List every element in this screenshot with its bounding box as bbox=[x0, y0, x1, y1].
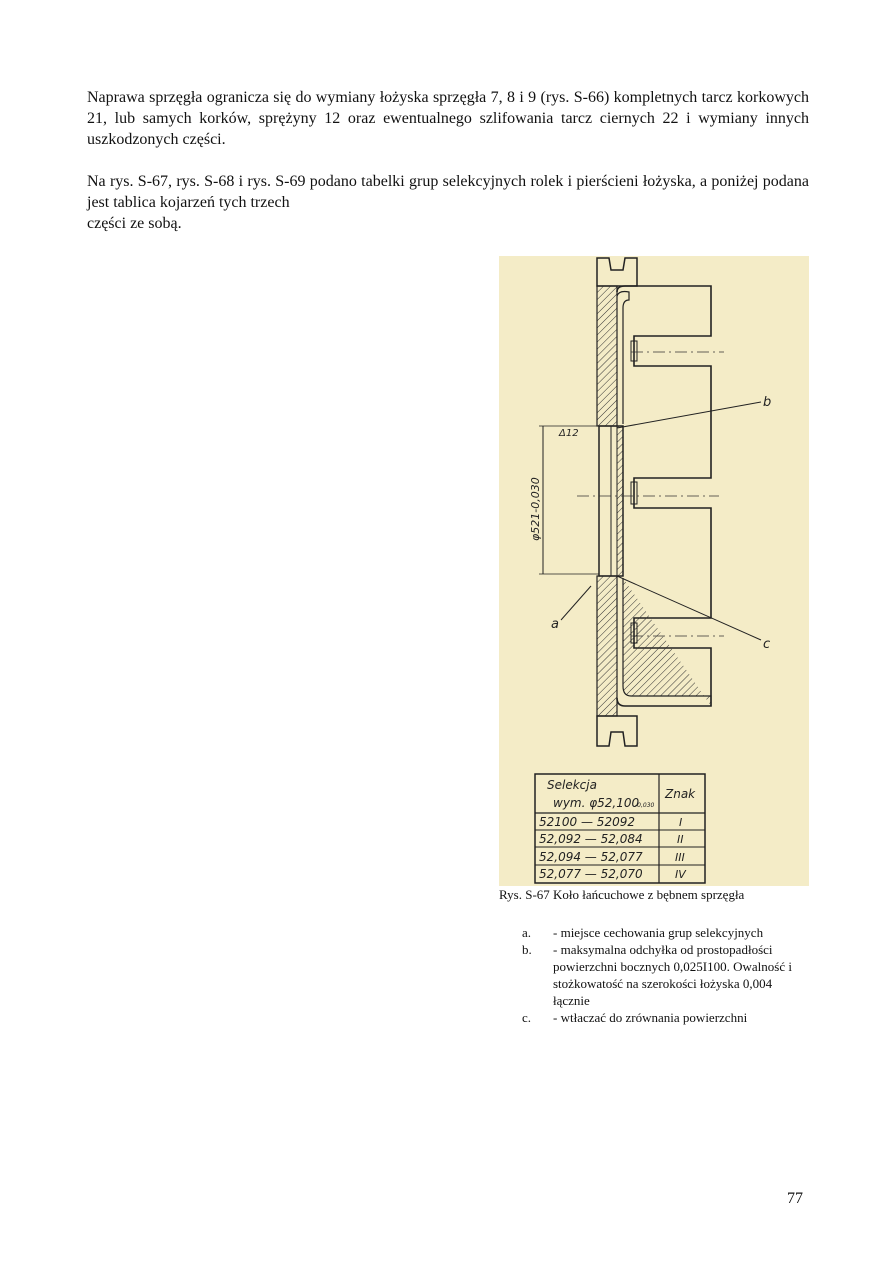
table-header-selekcja: Selekcja bbox=[547, 778, 597, 792]
figure-legend bbox=[522, 924, 812, 1026]
legend-text-b: - maksymalna odchyłka od prostopadłości powierzchni bocznych 0,025I100. Owalność i stożkowatość na szerokości łożyska 0,004 łącznie bbox=[553, 942, 792, 1008]
table-row-4-range: 52,077 — 52,070 bbox=[539, 867, 643, 881]
paragraph-selection-tables bbox=[87, 171, 809, 234]
table-row-1-mark: I bbox=[679, 816, 683, 829]
sprocket-teeth-bottom bbox=[597, 716, 637, 746]
figure-sprocket-drum bbox=[499, 256, 809, 886]
sprocket-drawing bbox=[499, 256, 809, 886]
leader-a bbox=[561, 586, 591, 620]
diameter-dimension: φ521-0,030 bbox=[529, 477, 542, 541]
legend-letter-b: b. bbox=[522, 942, 532, 957]
bearing-ring bbox=[617, 426, 623, 576]
legend-letter-a: a. bbox=[522, 925, 532, 940]
legend-letter-c: c. bbox=[522, 1010, 532, 1025]
paragraph-selection-tables-line2: części ze sobą. bbox=[87, 215, 182, 232]
figure-caption: Rys. S-67 Koło łańcuchowe z bębnem sprzęgła bbox=[499, 887, 745, 902]
drum-inner-top bbox=[617, 292, 629, 425]
drum-inner-bottom bbox=[623, 578, 711, 706]
legend-item-b bbox=[522, 941, 812, 1009]
legend-item-a bbox=[522, 924, 812, 941]
label-c: c bbox=[763, 637, 771, 652]
table-header-znak: Znak bbox=[665, 787, 696, 801]
leader-b bbox=[617, 402, 761, 428]
surface-finish-mark: Δ12 bbox=[559, 428, 579, 439]
table-header-dimension: wym. φ52,100 bbox=[553, 796, 640, 810]
table-row-2-mark: II bbox=[677, 833, 684, 846]
table-row-3-range: 52,094 — 52,077 bbox=[539, 850, 643, 864]
table-row-2-range: 52,092 — 52,084 bbox=[539, 832, 643, 846]
label-a: a bbox=[551, 617, 559, 632]
legend-text-c: - wtłaczać do zrównania powierzchni bbox=[553, 1010, 748, 1025]
disc-section-lower bbox=[597, 576, 617, 716]
legend-text-a: - miejsce cechowania grup selekcyjnych bbox=[553, 925, 764, 940]
table-row-3-mark: III bbox=[675, 851, 685, 864]
selection-table bbox=[535, 774, 705, 883]
sprocket-teeth-top bbox=[597, 258, 637, 286]
page-number: 77 bbox=[787, 1190, 803, 1207]
paragraph-repair-scope: Naprawa sprzęgła ogranicza się do wymiany łożyska sprzęgła 7, 8 i 9 (rys. S-66) kompletnych tarcz korkowych 21, lub samych korków, sprężyny 12 oraz ewentualnego szlifowania tarcz ciernych 22 i wymiany innych uszkodzonych części. bbox=[87, 89, 809, 148]
table-row-4-mark: IV bbox=[675, 868, 686, 881]
disc-section-upper bbox=[597, 286, 617, 426]
paragraph-selection-tables-line1: Na rys. S-67, rys. S-68 i rys. S-69 podano tabelki grup selekcyjnych rolek i pierścieni łożyska, a poniżej podana jest tablica kojarzeń tych trzech bbox=[87, 173, 809, 211]
table-row-1-range: 52100 — 52092 bbox=[539, 815, 635, 829]
label-b: b bbox=[763, 395, 772, 410]
table-header-tolerance: -0,030 bbox=[635, 802, 655, 809]
legend-item-c bbox=[522, 1009, 812, 1026]
